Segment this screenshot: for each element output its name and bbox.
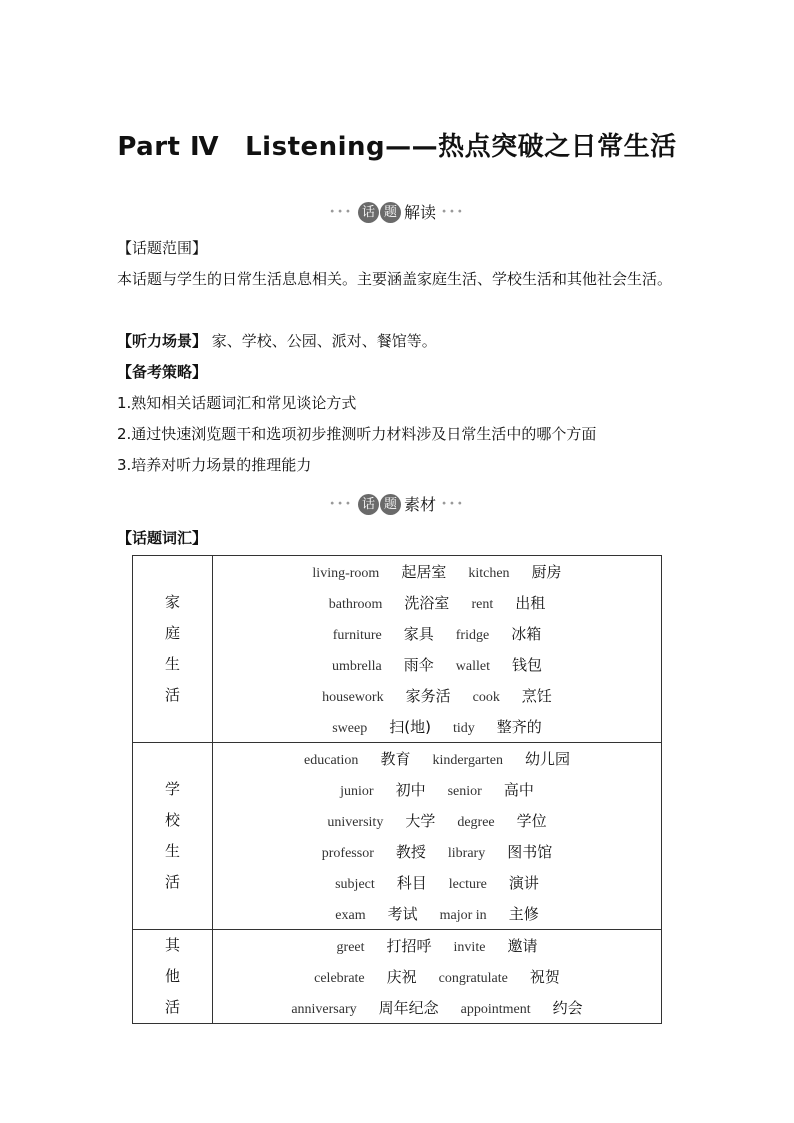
english-word: fridge bbox=[455, 628, 490, 643]
category-char: 生 bbox=[164, 655, 180, 673]
page-title bbox=[0, 126, 794, 163]
chinese-meaning: 教授 bbox=[395, 843, 426, 861]
english-word: sweep bbox=[332, 721, 368, 736]
scope-text: 本话题与学生的日常生活息息相关。主要涵盖家庭生活、学校生活和其他社会生活。 bbox=[117, 270, 673, 288]
badge-circle-icon: 话 bbox=[358, 494, 379, 515]
vocab-word-row bbox=[213, 836, 661, 867]
chinese-meaning: 整齐的 bbox=[496, 718, 542, 736]
badge-circle-icon: 题 bbox=[380, 202, 401, 223]
chinese-meaning: 考试 bbox=[387, 905, 418, 923]
category-char: 生 bbox=[164, 842, 180, 860]
chinese-meaning: 初中 bbox=[395, 781, 426, 799]
english-word: greet bbox=[336, 940, 365, 955]
category-cell bbox=[133, 556, 213, 743]
english-word: senior bbox=[447, 784, 482, 799]
chinese-meaning: 庆祝 bbox=[386, 968, 417, 986]
vocab-word-row bbox=[213, 587, 661, 618]
category-char: 活 bbox=[164, 873, 180, 891]
category-char: 学 bbox=[164, 780, 180, 798]
vocab-word-row bbox=[213, 618, 661, 649]
vocab-heading: 【话题词汇】 bbox=[117, 529, 208, 547]
chinese-meaning: 图书馆 bbox=[507, 843, 553, 861]
chinese-meaning: 主修 bbox=[508, 905, 539, 923]
english-word: bathroom bbox=[328, 597, 383, 612]
category-char: 家 bbox=[164, 593, 180, 611]
vocab-word-row bbox=[213, 867, 661, 898]
english-word: umbrella bbox=[331, 659, 382, 674]
chinese-meaning: 演讲 bbox=[508, 874, 539, 892]
chinese-meaning: 祝贺 bbox=[529, 968, 560, 986]
vocab-word-row bbox=[213, 556, 661, 587]
section-banner-interpretation bbox=[0, 199, 794, 225]
english-word: university bbox=[327, 815, 384, 830]
vocab-group-row bbox=[133, 556, 662, 743]
strategy-item: 3.培养对听力场景的推理能力 bbox=[117, 456, 312, 474]
category-char: 校 bbox=[164, 811, 180, 829]
chinese-meaning: 洗浴室 bbox=[404, 594, 450, 612]
chinese-meaning: 周年纪念 bbox=[378, 999, 439, 1017]
english-word: exam bbox=[335, 908, 366, 923]
words-cell bbox=[213, 930, 662, 1024]
chinese-meaning: 高中 bbox=[503, 781, 534, 799]
vocab-word-row bbox=[213, 711, 661, 742]
chinese-meaning: 学位 bbox=[516, 812, 547, 830]
english-word: cook bbox=[472, 690, 500, 705]
chinese-meaning: 家务活 bbox=[405, 687, 451, 705]
chinese-meaning: 邀请 bbox=[507, 937, 538, 955]
chinese-meaning: 烹饪 bbox=[521, 687, 552, 705]
dots-left-icon: ••• bbox=[329, 498, 353, 510]
vocab-word-row bbox=[213, 743, 661, 774]
english-word: appointment bbox=[460, 1002, 531, 1017]
vocab-word-row bbox=[213, 805, 661, 836]
chinese-meaning: 科目 bbox=[396, 874, 427, 892]
category-char: 活 bbox=[164, 686, 180, 704]
category-cell bbox=[133, 743, 213, 930]
chinese-meaning: 冰箱 bbox=[511, 625, 542, 643]
words-cell bbox=[213, 556, 662, 743]
chinese-meaning: 厨房 bbox=[531, 563, 562, 581]
english-word: major in bbox=[439, 908, 487, 923]
badge-circle-icon: 话 bbox=[358, 202, 379, 223]
chinese-meaning: 大学 bbox=[405, 812, 436, 830]
english-word: kitchen bbox=[468, 566, 510, 581]
english-word: professor bbox=[321, 846, 374, 861]
chinese-meaning: 教育 bbox=[380, 750, 411, 768]
badge-circle-icon: 题 bbox=[380, 494, 401, 515]
chinese-meaning: 起居室 bbox=[401, 563, 447, 581]
vocab-group-row bbox=[133, 743, 662, 930]
english-word: housework bbox=[322, 690, 384, 705]
english-word: living-room bbox=[312, 566, 380, 581]
english-word: degree bbox=[457, 815, 495, 830]
english-word: junior bbox=[340, 784, 374, 799]
banner-text: 解读 bbox=[403, 202, 436, 222]
chinese-meaning: 约会 bbox=[552, 999, 583, 1017]
vocab-word-row bbox=[213, 961, 661, 992]
strategy-heading: 【备考策略】 bbox=[117, 363, 208, 381]
scene-heading: 【听力场景】 bbox=[117, 332, 208, 350]
scene-text: 家、学校、公园、派对、餐馆等。 bbox=[207, 332, 437, 350]
category-char: 其 bbox=[164, 936, 180, 954]
category-char: 庭 bbox=[164, 624, 180, 642]
vocab-group-row bbox=[133, 930, 662, 1024]
vocab-word-row bbox=[213, 992, 661, 1023]
english-word: furniture bbox=[332, 628, 382, 643]
section-banner-materials bbox=[0, 491, 794, 517]
english-word: celebrate bbox=[314, 971, 365, 986]
title-rest: Listening——热点突破之日常生活 bbox=[245, 132, 677, 162]
dots-right-icon: ••• bbox=[441, 206, 465, 218]
strategy-item: 1.熟知相关话题词汇和常见谈论方式 bbox=[117, 394, 357, 412]
chinese-meaning: 扫(地) bbox=[389, 718, 431, 736]
chinese-meaning: 家具 bbox=[403, 625, 434, 643]
english-word: tidy bbox=[452, 721, 475, 736]
english-word: education bbox=[304, 753, 359, 768]
english-word: invite bbox=[453, 940, 486, 955]
strategy-item: 2.通过快速浏览题干和选项初步推测听力材料涉及日常生活中的哪个方面 bbox=[117, 425, 597, 443]
category-char: 他 bbox=[164, 967, 180, 985]
vocab-word-row bbox=[213, 898, 661, 929]
chinese-meaning: 幼儿园 bbox=[524, 750, 570, 768]
chinese-meaning: 雨伞 bbox=[403, 656, 434, 674]
english-word: subject bbox=[335, 877, 375, 892]
banner-text: 素材 bbox=[403, 494, 436, 514]
vocab-word-row bbox=[213, 680, 661, 711]
chinese-meaning: 出租 bbox=[515, 594, 546, 612]
english-word: anniversary bbox=[291, 1002, 357, 1017]
english-word: kindergarten bbox=[432, 753, 503, 768]
english-word: congratulate bbox=[438, 971, 508, 986]
vocab-word-row bbox=[213, 930, 661, 961]
english-word: rent bbox=[471, 597, 494, 612]
scope-heading: 【话题范围】 bbox=[117, 239, 208, 257]
vocab-table bbox=[132, 555, 662, 1024]
english-word: lecture bbox=[448, 877, 487, 892]
vocab-word-row bbox=[213, 649, 661, 680]
chinese-meaning: 钱包 bbox=[511, 656, 542, 674]
dots-left-icon: ••• bbox=[329, 206, 353, 218]
english-word: library bbox=[447, 846, 486, 861]
title-part: Part Ⅳ bbox=[117, 132, 220, 162]
scene-line bbox=[117, 326, 683, 357]
category-char: 活 bbox=[164, 998, 180, 1016]
vocab-word-row bbox=[213, 774, 661, 805]
chinese-meaning: 打招呼 bbox=[386, 937, 432, 955]
dots-right-icon: ••• bbox=[441, 498, 465, 510]
words-cell bbox=[213, 743, 662, 930]
english-word: wallet bbox=[455, 659, 490, 674]
category-cell bbox=[133, 930, 213, 1024]
